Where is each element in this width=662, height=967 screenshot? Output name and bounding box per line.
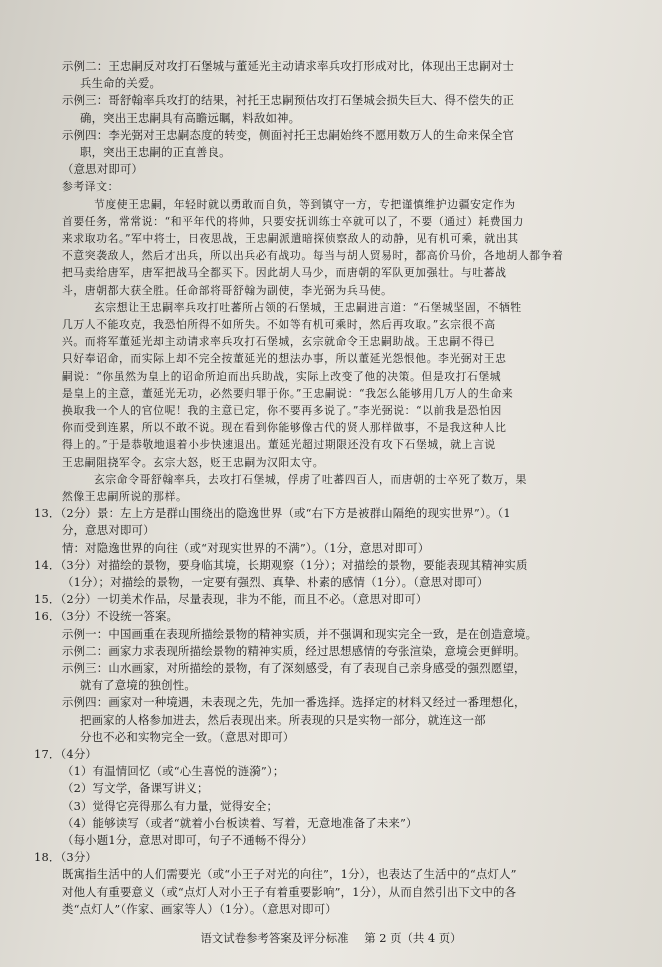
- text-line: 参考译文：: [62, 180, 119, 194]
- text-line: （1）有温情回忆（或“心生喜悦的涟漪”）；: [62, 764, 285, 779]
- text-line: 对他人有重要意义（或“点灯人对小王子有着重要影响”，1分），从而自然引出下文中的各: [62, 884, 517, 899]
- text-line: 首要任务，常常说：“和平年代的将帅，只要安抚训练士卒就可以了，不要（通过）耗费国力: [62, 214, 524, 228]
- text-line: 类“点灯人”（作家、画家等人）（1分）。（意思对即可）: [62, 901, 337, 916]
- text-line: 斗，唐朝都大获全胜。任命部将哥舒翰为副使，李光弼为兵马使。: [62, 283, 393, 297]
- text-line: 兴。而将军董延光却主动请求率兵攻打石堡城，玄宗就命令王忠嗣助战。王忠嗣不得已: [62, 335, 496, 349]
- text-line: 情：对隐逸世界的向往（或“对现实世界的不满”）。（1分，意思对即可）: [62, 540, 430, 555]
- footer-page-number: 第 2 页（共 4 页）: [364, 931, 462, 945]
- footer-title: 语文试卷参考答案及评分标准: [200, 931, 349, 945]
- text-line: 示例三：山水画家，对所描绘的景物，有了深刻感受，有了表现自己亲身感受的强烈愿望，: [62, 661, 526, 675]
- text-line: 然像王忠嗣所说的那样。: [62, 490, 188, 503]
- text-line: 16．（3分）不设统一答案。: [34, 609, 179, 624]
- text-line: 示例一：中国画重在表现所描绘景物的精神实质，并不强调和现实完全一致，是在创造意境。: [62, 626, 538, 641]
- text-line: 把画家的人格参加进去，然后表现出来。所表现的只是实物一部分，就连这一部: [80, 712, 486, 727]
- text-line: 就有了意境的独创性。: [80, 678, 196, 693]
- text-line: 15．（2分）一切美术作品，尽量表现，非为不能，而且不必。（意思对即可）: [34, 592, 428, 607]
- text-line: 分也不必和实物完全一致。（意思对即可）: [80, 729, 295, 744]
- text-line: 得上的。”于是恭敬地退着小步快速退出。董延光超过期限还没有攻下石堡城，就上言说: [62, 438, 496, 452]
- text-line: 换取我一个人的官位呢！我的主意已定，你不要再多说了。”李光弼说：“以前我是恐怕因: [62, 404, 502, 417]
- text-line: （1分）；对描绘的景物，一定要有强烈、真挚、朴素的感情（1分）。（意思对即可）: [62, 575, 489, 589]
- text-line: 示例二：画家力求表现所描绘景物的精神实质，经过思想感情的夸张渲染，意境会更鲜明。: [62, 643, 526, 658]
- text-line: 兵生命的关爱。: [80, 76, 162, 91]
- text-line: 既寓指生活中的人们需要光（或“小王子对光的向往”，1分），也表达了生活中的“点灯人”: [62, 867, 517, 882]
- text-line: 确，突出王忠嗣具有高瞻远瞩，料敌如神。: [80, 110, 301, 125]
- text-line: 不意突袭敌人，然后才出兵，所以出兵必有战功。每当与胡人贸易时，都高价马价，各地胡人都争着: [62, 249, 564, 263]
- text-line: 嗣说：“你虽然为皇上的诏命所迫而出兵助战，实际上改变了他的决策。但是攻打石堡城: [62, 369, 502, 383]
- text-line: （3）觉得它亮得那么有力量，觉得安全；: [62, 798, 279, 813]
- text-line: 13．（2分）景：左上方是群山围绕出的隐逸世界（或“右下方是被群山隔绝的现实世界”）。（1: [34, 506, 511, 521]
- page-footer: [0, 930, 662, 946]
- text-line: 18．（3分）: [34, 850, 98, 865]
- text-line: 你而受到连累，所以不敢不说。现在看到你能够像古代的贤人那样做事，不是我这种人比: [62, 421, 507, 435]
- text-line: 来求取功名。”军中将士，日夜思战，王忠嗣派遣暗探侦察敌人的动静，见有机可乘，就出其: [62, 232, 519, 245]
- text-line: 分，意思对即可）: [62, 523, 155, 538]
- text-line: 14．（3分）对描绘的景物，要身临其境，长期观察（1分）；对描绘的景物，要能表现其精神实质: [34, 557, 528, 572]
- text-line: 节度使王忠嗣，年轻时就以勇敢而自负，等到镇守一方，专把谨慎维护边疆安定作为: [94, 197, 516, 211]
- text-line: 示例四：李光弼对王忠嗣态度的转变，侧面衬托王忠嗣始终不愿用数万人的生命来保全官: [62, 127, 515, 142]
- text-line: 把马卖给唐军，唐军把战马全都买下。因此胡人马少，而唐朝的军队更加强壮。与吐蕃战: [62, 266, 507, 280]
- text-line: 几万人不能攻克，我恐怕所得不如所失。不如等有机可乘时，然后再攻取。”玄宗很不高: [62, 318, 496, 331]
- text-line: （2）写文学，备课写讲义；: [62, 781, 209, 796]
- text-line: 玄宗命令哥舒翰率兵，去攻打石堡城，俘虏了吐蕃四百人，而唐朝的士卒死了数万，果: [94, 472, 528, 486]
- text-line: 示例二：王忠嗣反对攻打石堡城与董延光主动请求率兵攻打形成对比，体现出王忠嗣对士: [62, 59, 515, 73]
- text-line: 17．（4分）: [34, 747, 98, 761]
- text-line: 只好奉诏命，而实际上却不完全按董延光的想法办事，所以董延光怨恨他。李光弼对王忠: [62, 352, 507, 366]
- text-line: 玄宗想让王忠嗣率兵攻打吐蕃所占领的石堡城，王忠嗣进言道：“石堡城坚固，不牺牲: [94, 300, 522, 314]
- text-line: 示例三：哥舒翰率兵攻打的结果，衬托王忠嗣预估攻打石堡城会损失巨大、得不偿失的正: [62, 93, 515, 108]
- text-line: 是皇上的主意，董延光无功，必然要归罪于你。”王忠嗣说：“我怎么能够用几万人的生命来: [62, 386, 514, 400]
- text-line: 示例四：画家对一种境遇，未表现之先，先加一番选择。选择定的材料又经过一番理想化，: [62, 695, 526, 710]
- text-line: 职，突出王忠嗣的正直善良。: [80, 145, 231, 159]
- text-line: 王忠嗣阻挠军令。玄宗大怒，贬王忠嗣为汉阳太守。: [62, 455, 325, 469]
- text-line: （每小题1分，意思对即可，句子不通畅不得分）: [62, 833, 313, 847]
- text-line: （4）能够读写（或者“就着小台板读着、写着，无意地准备了未来”）: [62, 815, 418, 830]
- text-line: （意思对即可）: [62, 162, 144, 177]
